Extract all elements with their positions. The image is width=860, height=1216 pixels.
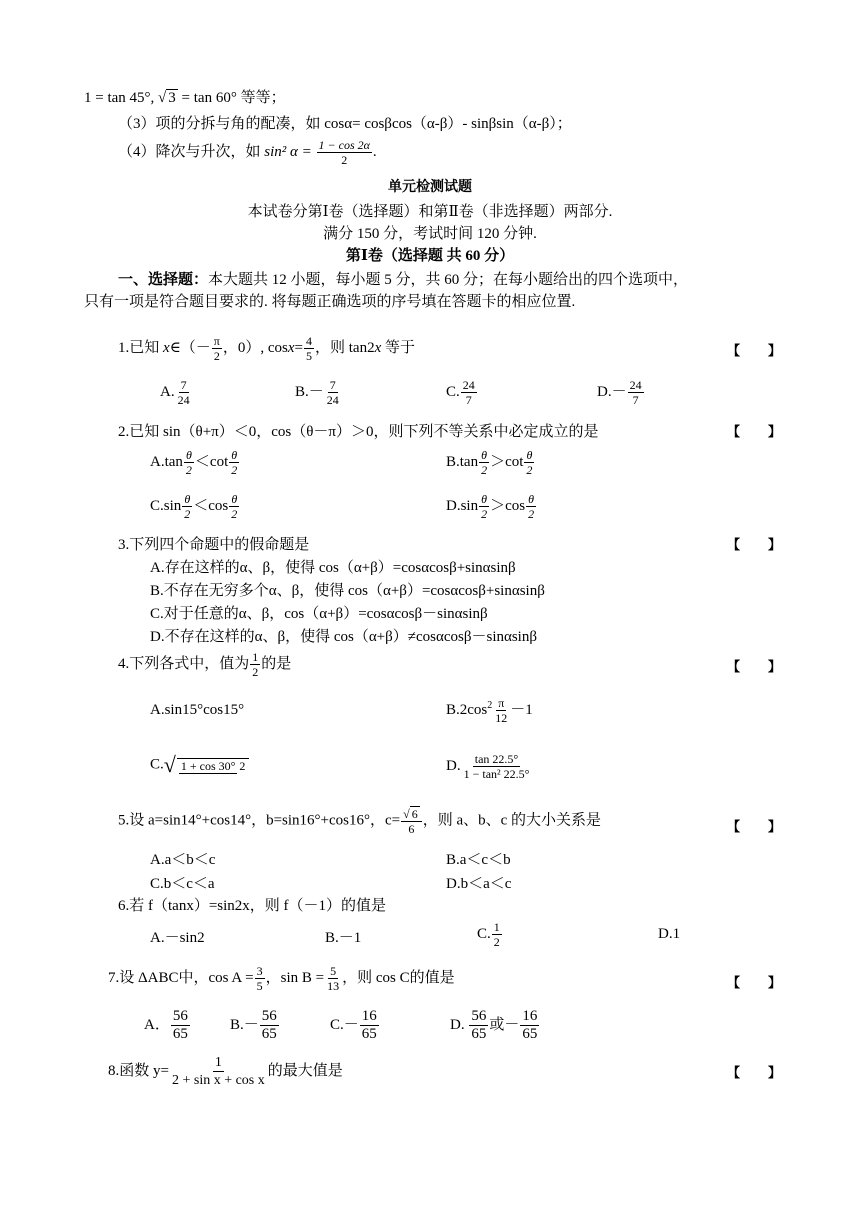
option-letter: D. [450, 1016, 465, 1033]
frac-num: θ [184, 492, 191, 506]
answer-bracket-q2 [727, 421, 781, 440]
frac-num [401, 806, 422, 822]
intro-line-1 [84, 86, 286, 107]
frac-num: tan 22.5° [474, 752, 519, 766]
superscript: 2 [487, 699, 493, 711]
theta-half [182, 492, 192, 521]
theta-half [184, 448, 194, 477]
q7-option-d[interactable] [450, 1008, 540, 1043]
option-letter: D.－ [597, 383, 627, 400]
question-1-stem [118, 334, 415, 363]
q1-var: x [163, 339, 170, 356]
sqrt-symbol: √ [158, 90, 167, 106]
question-5-stem [118, 806, 601, 836]
frac-den: 5 [306, 349, 312, 363]
q5-option-d[interactable]: D.b＜a＜c [446, 876, 512, 892]
q7-text-a: 7.设 ΔABC中，cos A = [108, 969, 254, 986]
section-label: 一、选择题： [118, 272, 209, 288]
frac-num: 4 [306, 334, 312, 348]
option-text: ＜cos [193, 497, 229, 514]
intro-item-3: （3）项的分拆与角的配凑，如 cosα= cosβcos（α-β）- sinβsin（α-β）； [118, 116, 572, 132]
frac-den: 7 [465, 393, 472, 407]
q7-fraction-1 [255, 964, 265, 993]
option-text: D.sin [446, 497, 479, 514]
theta-half [526, 492, 536, 521]
option-fraction [177, 758, 250, 773]
option-letter: A． [144, 1016, 170, 1033]
frac-den: 65 [261, 1026, 277, 1042]
option-text: B.2cos [446, 701, 488, 718]
option-text: 或－ [489, 1016, 520, 1033]
frac-num: 56 [172, 1008, 188, 1024]
frac-num: θ [528, 492, 535, 506]
frac-den: 2 [481, 507, 488, 521]
theta-half [524, 448, 534, 477]
q7-text-b: ，sin B = [265, 969, 325, 986]
bracket-open: 【 [727, 976, 741, 991]
q2-option-a[interactable] [150, 448, 240, 477]
frac-den: 2 [528, 507, 535, 521]
bracket-close: 】 [767, 820, 781, 835]
frac-num: θ [231, 448, 238, 462]
q1-var: x [287, 339, 295, 356]
q2-option-c[interactable] [150, 492, 240, 521]
q1-text-f: 等于 [381, 339, 416, 356]
answer-bracket-q8 [727, 1062, 781, 1081]
q7-fraction-2 [325, 964, 341, 993]
q3-option-c[interactable]: C.对于任意的α、β，cos（α+β）=cosαcosβ－sinαsinβ [150, 606, 488, 622]
bracket-open: 【 [727, 660, 741, 675]
answer-bracket-q1 [727, 340, 781, 359]
q8-fraction [170, 1054, 267, 1089]
frac-den: 13 [327, 979, 340, 993]
frac-num: 1 + cos 30° [180, 758, 236, 773]
question-6-stem: 6.若 f（tanx）=sin2x，则 f（－1）的值是 [118, 898, 387, 914]
intro-line1-sqrt: 3 [168, 90, 176, 106]
theta-half [229, 448, 239, 477]
bracket-close: 】 [767, 344, 781, 359]
section-line-2: 只有一项是符合题目要求的. 将每题正确选项的序号填在答题卡的相应位置. [84, 294, 576, 310]
q4-text-b: 的是 [261, 655, 292, 672]
option-fraction [171, 1008, 190, 1043]
frac-num: 24 [462, 378, 475, 392]
q1-text-c: ，0）, cos [222, 339, 288, 356]
q5-fraction [401, 806, 422, 836]
subtitle-1: 本试卷分第Ⅰ卷（选择题）和第Ⅱ卷（非选择题）两部分. [247, 204, 613, 220]
q3-option-a[interactable]: A.存在这样的α、β，使得 cos（α+β）=cosαcosβ+sinαsinβ [150, 560, 516, 576]
question-4-stem [118, 650, 291, 679]
q2-option-b[interactable] [446, 448, 535, 477]
option-text: ＞cos [490, 497, 526, 514]
frac-den: 65 [361, 1026, 377, 1042]
option-fraction [469, 1008, 488, 1043]
option-fraction [492, 920, 502, 949]
frac-den: 2 [231, 463, 238, 477]
q3-option-b[interactable]: B.不存在无穷多个α、β，使得 cos（α+β）=cosαcosβ+sinαsinβ [150, 583, 545, 599]
section-line-1 [118, 268, 688, 289]
q5-text-a: 5.设 a=sin14°+cos14°，b=sin16°+cos16°，c= [118, 812, 401, 829]
frac-num: π [498, 696, 505, 710]
bracket-close: 】 [767, 538, 781, 553]
option-text: －1 [510, 701, 533, 718]
q8-text-b: 的最大值是 [267, 1062, 343, 1079]
intro-line1-prefix: 1 = tan 45°, [84, 90, 159, 106]
question-2-stem: 2.已知 sin（θ+π）＜0，cos（θ－π）＞0，则下列不等关系中必定成立的是 [118, 424, 599, 440]
frac-den: 6 [408, 822, 415, 836]
q1-text-a: 1.已知 [118, 339, 164, 356]
frac-den: 2 [341, 153, 348, 167]
frac-den: 24 [177, 393, 190, 407]
frac-den: 2 [213, 349, 220, 363]
bracket-open: 【 [727, 344, 741, 359]
intro-item4-prefix: （4）降次与升次，如 [118, 143, 261, 160]
frac-den: 65 [471, 1026, 487, 1042]
frac-den: 7 [632, 393, 639, 407]
intro-item4-expr: sin² α = [264, 143, 312, 160]
option-fraction [360, 1008, 379, 1043]
q5-option-b[interactable]: B.a＜c＜b [446, 852, 511, 868]
frac-den: 2 [185, 463, 192, 477]
q6-option-c[interactable] [477, 920, 503, 949]
frac-num: 56 [261, 1008, 277, 1024]
frac-num: π [213, 334, 220, 348]
bracket-close: 】 [767, 1066, 781, 1081]
q1-fraction [304, 334, 314, 363]
frac-den: 2 [526, 463, 533, 477]
frac-den: 12 [495, 711, 508, 725]
q4-option-a[interactable]: A.sin15°cos15° [150, 702, 245, 718]
frac-den: 5 [256, 979, 263, 993]
question-7-stem [108, 964, 455, 993]
q5-text-b: ，则 a、b、c 的大小关系是 [422, 812, 602, 829]
frac-num: θ [231, 492, 238, 506]
q1-pi-fraction [212, 334, 222, 363]
intro-item4-suffix: . [372, 143, 377, 160]
frac-den: 2 [493, 935, 500, 949]
subtitle-2: 满分 150 分，考试时间 120 分钟. [323, 226, 537, 242]
part-title: 第Ⅰ卷（选择题 共 60 分） [345, 248, 515, 264]
option-text: A.tan [150, 453, 183, 470]
q7-text-c: ，则 cos C的值是 [342, 969, 455, 986]
q6-option-b[interactable]: B.－1 [325, 930, 362, 946]
q6-option-a[interactable]: A.－sin2 [150, 930, 205, 946]
q4-text-a: 4.下列各式中，值为 [118, 655, 250, 672]
option-fraction [260, 1008, 279, 1043]
option-fraction [520, 1008, 539, 1043]
bracket-open: 【 [727, 538, 741, 553]
frac-num: 3 [256, 964, 263, 978]
intro-item4-fraction [317, 138, 372, 167]
q5-option-c[interactable]: C.b＜c＜a [150, 876, 215, 892]
q1-option-c[interactable] [446, 378, 478, 407]
q5-option-a[interactable]: A.a＜b＜c [150, 852, 216, 868]
frac-num: θ [526, 448, 533, 462]
answer-bracket-q7 [727, 972, 781, 991]
option-letter: C.－ [330, 1016, 359, 1033]
sqrt-symbol: √ [163, 752, 176, 777]
bracket-close: 】 [767, 660, 781, 675]
theta-half [479, 448, 489, 477]
option-text: B.tan [446, 453, 479, 470]
option-text: ＞cot [490, 453, 524, 470]
frac-den: 2 [231, 507, 238, 521]
q7-option-a[interactable] [144, 1008, 191, 1043]
q1-text-e: ，则 tan2 [315, 339, 375, 356]
frac-num: 7 [329, 378, 336, 392]
answer-bracket-q3 [727, 534, 781, 553]
option-letter: C. [150, 756, 164, 773]
option-fraction [462, 752, 532, 781]
q7-option-b[interactable] [230, 1008, 280, 1043]
frac-num: 7 [180, 378, 187, 392]
option-letter: B.－ [295, 383, 324, 400]
frac-num: 5 [330, 964, 337, 978]
option-letter: A. [160, 383, 175, 400]
frac-num: 1 [214, 1055, 222, 1070]
q1-text-d: = [294, 339, 303, 356]
frac-num: 56 [471, 1008, 487, 1024]
bracket-open: 【 [727, 425, 741, 440]
option-fraction [176, 378, 192, 407]
intro-line1-suffix: = tan 60° 等等； [177, 90, 286, 106]
option-fraction [461, 378, 477, 407]
q2-option-d[interactable] [446, 492, 537, 521]
frac-num: θ [481, 492, 488, 506]
sqrt-symbol: √ [403, 807, 410, 821]
q4-option-c[interactable] [150, 752, 250, 778]
question-3-stem: 3.下列四个命题中的假命题是 [118, 537, 310, 553]
frac-num: 1 [493, 920, 500, 934]
q4-fraction [250, 650, 260, 679]
sqrt-value: 6 [411, 807, 418, 821]
q1-option-a[interactable] [160, 378, 193, 407]
q1-text-b: ∈（－ [169, 339, 211, 356]
q1-option-d[interactable] [597, 378, 645, 407]
frac-num: 16 [522, 1008, 538, 1024]
q1-var: x [374, 339, 382, 356]
theta-half [229, 492, 239, 521]
option-text: ＜cot [194, 453, 229, 470]
option-fraction [493, 696, 509, 725]
frac-num: θ [185, 448, 192, 462]
frac-den: 65 [522, 1026, 538, 1042]
frac-den: 2 + sin x + cos x [171, 1073, 265, 1088]
q4-option-b[interactable] [446, 696, 533, 725]
option-text: C.sin [150, 497, 182, 514]
option-letter: C. [477, 925, 491, 942]
bracket-close: 】 [767, 425, 781, 440]
frac-den: 1 − tan² 22.5° [463, 767, 530, 781]
question-8-stem [108, 1054, 343, 1089]
q1-option-b[interactable] [295, 378, 342, 407]
option-fraction [628, 378, 644, 407]
option-letter: D. [446, 757, 461, 774]
frac-num: θ [481, 448, 488, 462]
frac-num: 1 [252, 650, 259, 664]
frac-den: 2 [239, 758, 246, 773]
bracket-close: 】 [767, 976, 781, 991]
intro-item-4 [118, 138, 377, 167]
frac-den: 65 [172, 1026, 188, 1042]
theta-half [479, 492, 489, 521]
frac-num: 24 [629, 378, 642, 392]
frac-num: 16 [361, 1008, 377, 1024]
page-title: 单元检测试题 [388, 179, 472, 195]
q3-option-d[interactable]: D.不存在这样的α、β，使得 cos（α+β）≠cosαcosβ－sinαsinβ [150, 629, 537, 645]
answer-bracket-q5 [727, 816, 781, 835]
q6-option-d[interactable]: D.1 [658, 926, 681, 942]
option-fraction [325, 378, 341, 407]
frac-den: 2 [252, 665, 259, 679]
bracket-open: 【 [727, 1066, 741, 1081]
section-text-1: 本大题共 12 小题，每小题 5 分，共 60 分；在每小题给出的四个选项中， [208, 272, 689, 288]
frac-den: 2 [481, 463, 488, 477]
q7-option-c[interactable] [330, 1008, 380, 1043]
frac-num: 1 − cos 2α [318, 138, 370, 152]
option-letter: C. [446, 383, 460, 400]
q8-text-a: 8.函数 y= [108, 1062, 169, 1079]
bracket-open: 【 [727, 820, 741, 835]
q4-option-d[interactable] [446, 752, 532, 781]
option-letter: B.－ [230, 1016, 259, 1033]
answer-bracket-q4 [727, 656, 781, 675]
frac-den: 24 [326, 393, 339, 407]
frac-den: 2 [184, 507, 191, 521]
